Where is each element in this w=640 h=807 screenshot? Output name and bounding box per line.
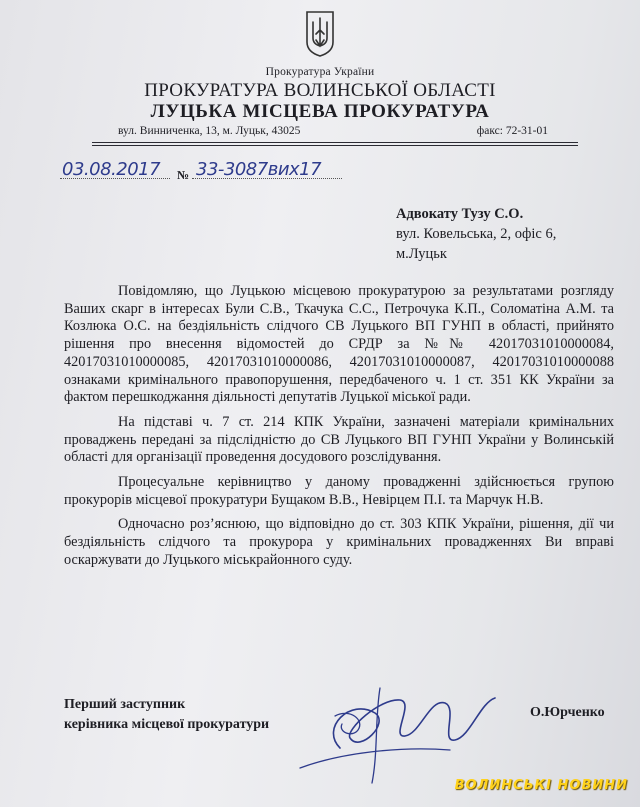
letter-body <box>64 283 614 577</box>
body-paragraph: Одночасно роз’яснюю, що відповідно до ст. 303 КПК України, рішення, дії чи бездіяльність слідчого та прокурора у кримінальних провадженнях Ви вправі оскаржувати до Луцького міськрайонного суду. <box>64 516 614 568</box>
agency-small-title: Прокуратура України <box>265 66 375 78</box>
trident-icon <box>305 10 335 58</box>
handwritten-number: 33-3087вих17 <box>196 159 322 180</box>
agency-main-title: ПРОКУРАТУРА ВОЛИНСЬКОЇ ОБЛАСТІ <box>144 80 496 101</box>
handwritten-date: 03.08.2017 <box>62 159 161 180</box>
recipient-block <box>396 204 556 264</box>
body-paragraph: На підставі ч. 7 ст. 214 КПК України, зазначені матеріали кримінальних проваджень передані за підслідністю до СВ Луцького ВП ГУНП України у Волинській області для організації проведення досудового розслідування. <box>64 413 614 466</box>
number-label: № <box>177 168 190 182</box>
handwritten-signature <box>280 658 520 788</box>
office-address: вул. Винниченка, 13, м. Луцьк, 43025 <box>118 125 301 137</box>
signer-title-line2: керівника місцевої прокуратури <box>64 717 270 732</box>
signer-name: О.Юрченко <box>530 705 605 720</box>
body-paragraph: Повідомляю, що Луцькою місцевою прокуратурою за результатами розгляду Ваших скарг в інтересах Були С.В., Ткачука С.С., Петрочука К.П., Соломатіна А.М. та Козлюка О.С. на бездіяльність слідчого СВ Луцького ВП ГУНП в області, прийнято рішення про внесення відомостей до СРДР за №№ 42017031010000084, 42017031010000085, 42017031010000086, 42017031010000087, 42017031010000088 ознаками кримінального правопорушення, передбаченого ч. 1 ст. 351 КК України за фактом перешкоджання діяльності депутатів Луцької міської ради. <box>64 283 614 406</box>
signer-title-line1: Перший заступник <box>64 697 186 712</box>
recipient-address-line1: вул. Ковельська, 2, офіс 6, <box>396 226 557 242</box>
office-fax: факс: 72-31-01 <box>476 125 548 137</box>
office-name-title: ЛУЦЬКА МІСЦЕВА ПРОКУРАТУРА <box>150 101 490 122</box>
letterhead-divider-thin <box>92 145 578 146</box>
letterhead-divider <box>92 142 578 143</box>
letterhead-address-line <box>118 125 548 139</box>
body-paragraph: Процесуальне керівництво у даному провадженні здійснюється групою прокурорів місцевої прокуратури Бущаком В.В., Невірцем П.І. та Марчук Н.В. <box>64 474 614 508</box>
watermark-logo: ВОЛИНСЬКІ НОВИНИ <box>454 778 628 793</box>
signer-title <box>64 695 269 735</box>
recipient-address-line2: м.Луцьк <box>396 246 447 262</box>
recipient-name: Адвокату Тузу С.О. <box>396 206 524 222</box>
